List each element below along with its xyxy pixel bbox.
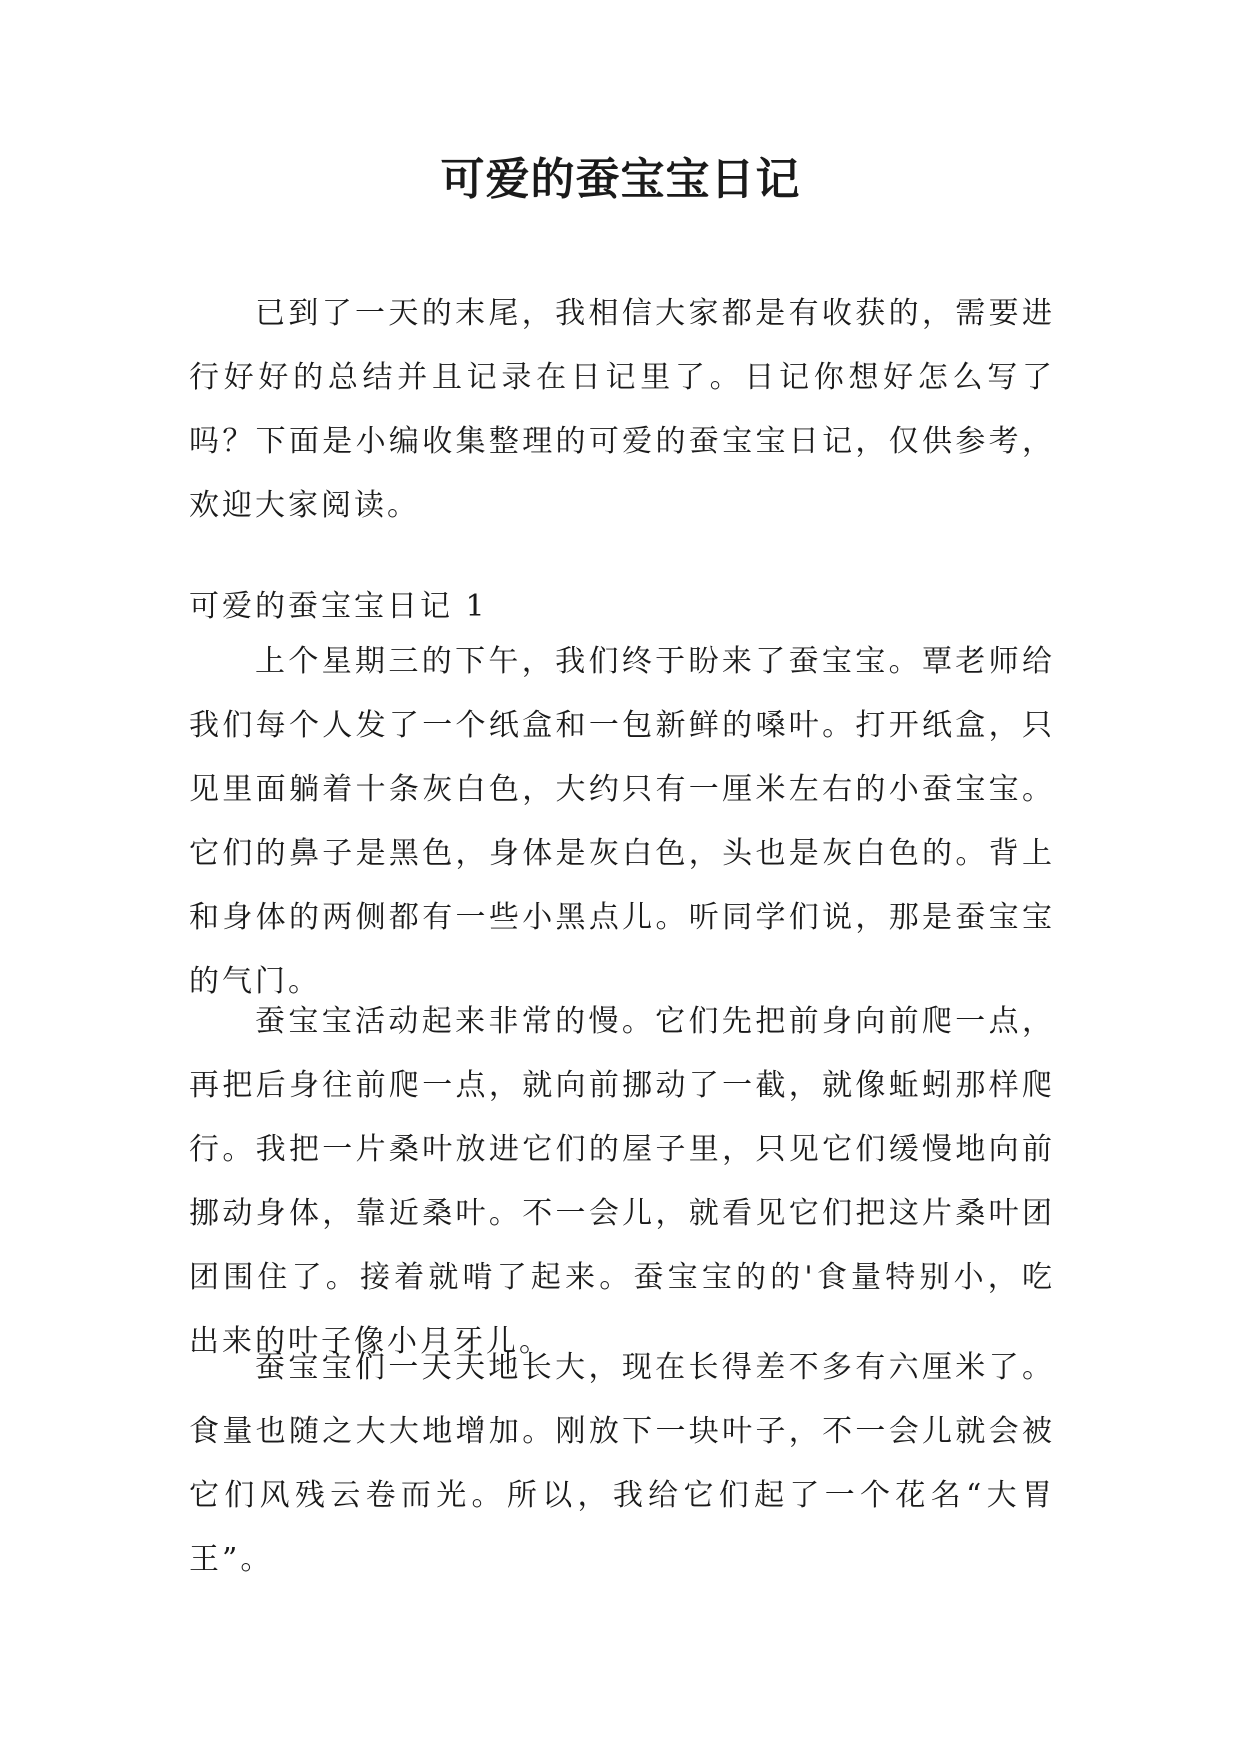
body-paragraph-1: 上个星期三的下午，我们终于盼来了蚕宝宝。覃老师给我们每个人发了一个纸盒和一包新鲜的嗓叶。打开纸盒，只见里面躺着十条灰白色，大约只有一厘米左右的小蚕宝宝。它们的鼻子是黑色，身体是灰白色，头也是灰白色的。背上和身体的两侧都有一些小黑点儿。听同学们说，那是蚕宝宝的气门。 <box>189 644 1055 999</box>
intro-paragraph: 已到了一天的末尾，我相信大家都是有收获的，需要进行好好的总结并且记录在日记里了。日记你想好怎么写了吗？下面是小编收集整理的可爱的蚕宝宝日记，仅供参考，欢迎大家阅读。 <box>189 296 1055 523</box>
body-paragraph-3: 蚕宝宝们一天天地长大，现在长得差不多有六厘米了。食量也随之大大地增加。刚放下一块叶子，不一会儿就会被它们风残云卷而光。所以，我给它们起了一个花名“大胃王”。 <box>189 1350 1055 1577</box>
document-title: 可爱的蚕宝宝日记 <box>440 154 801 205</box>
section-heading: 可爱的蚕宝宝日记 1 <box>189 589 488 624</box>
body-paragraph-2: 蚕宝宝活动起来非常的慢。它们先把前身向前爬一点，再把后身往前爬一点，就向前挪动了一截，就像蚯蚓那样爬行。我把一片桑叶放进它们的屋子里，只见它们缓慢地向前挪动身体，靠近桑叶。不一会儿，就看见它们把这片桑叶团团围住了。接着就啃了起来。蚕宝宝的的'食量特别小，吃出来的叶子像小月牙儿。 <box>189 1004 1055 1359</box>
